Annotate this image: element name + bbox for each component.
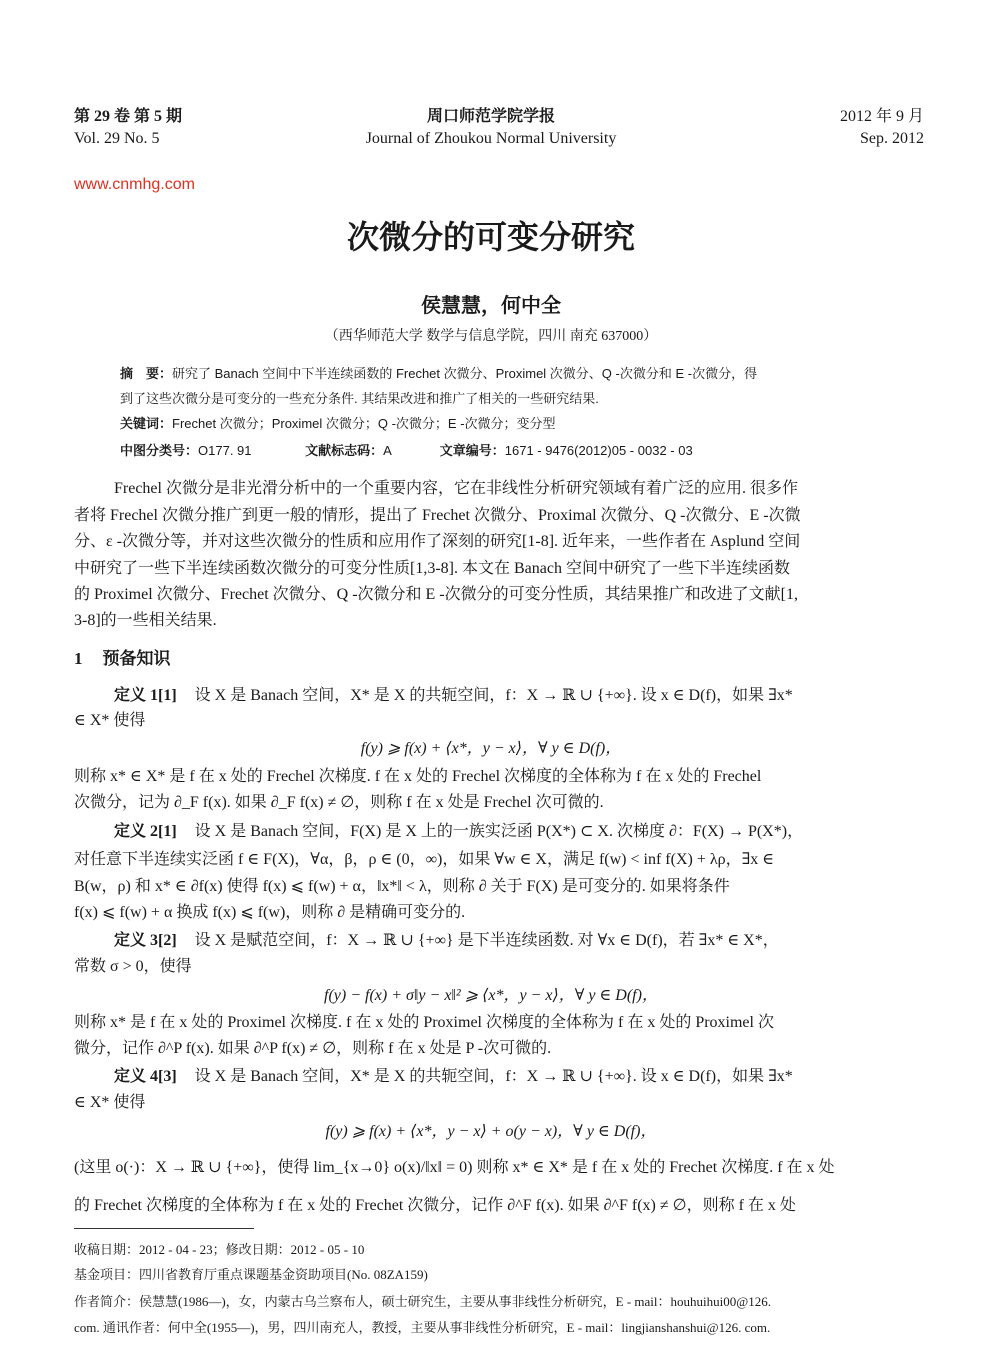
issue-en: Vol. 29 No. 5 <box>74 130 160 147</box>
intro-line: 者将 Frechel 次微分推广到更一般的情形，提出了 Frechet 次微分、Proximal 次微分、Q -次微分、E -次微 <box>74 507 801 524</box>
article-label: 文章编号： <box>439 443 505 458</box>
def3-label: 定义 3[2] <box>114 932 177 949</box>
def2-line: B(w，ρ) 和 x* ∈ ∂f(x) 使得 f(x) ⩽ f(w) + α，‖x*‖ < λ，则称 ∂ 关于 F(X) 是可变分的. 如果将条件 <box>74 878 730 895</box>
def1-line: 则称 x* ∈ X* 是 f 在 x 处的 Frechel 次梯度. f 在 x 处的 Frechel 次梯度的全体称为 f 在 x 处的 Frechel <box>74 768 762 785</box>
authors: 侯慧慧，何中全 <box>421 295 561 317</box>
def1-equation: f(y) ⩾ f(x) + ⟨x*，y − x⟩，∀ y ∈ D(f)， <box>360 740 622 757</box>
def2-text: 设 X 是 Banach 空间，F(X) 是 X 上的一族实泛函 P(X*) ⊂ X. 次梯度 ∂：F(X) → P(X*)， <box>194 823 804 840</box>
def3-text: 设 X 是赋范空间，f：X → ℝ ∪ {+∞} 是下半连续函数. 对 ∀x ∈ D(f)，若 ∃x* ∈ X*， <box>194 932 779 949</box>
issue-cn: 第 29 卷 第 5 期 <box>74 108 183 125</box>
intro-line: 分、ε -次微分等，并对这些次微分的性质和应用作了深刻的研究[1-8]. 近年来，一些作者在 Asplund 空间 <box>74 533 801 550</box>
clc-value: O177. 91 <box>198 443 252 458</box>
def1-line <box>114 685 924 707</box>
def2-line: f(x) ⩽ f(w) + α 换成 f(x) ⩽ f(w)，则称 ∂ 是精确可变分的. <box>74 904 466 921</box>
intro-line: 的 Proximel 次微分、Frechet 次微分、Q -次微分和 E -次微分的可变分性质，其结果推广和改进了文献[1, <box>74 586 798 603</box>
def3-equation: f(y) − f(x) + σ‖y − x‖² ⩾ ⟨x*，y − x⟩，∀ y ∈ D(f)， <box>324 987 658 1004</box>
def2-line <box>114 821 924 843</box>
def4-line: 的 Frechet 次梯度的全体称为 f 在 x 处的 Frechet 次微分，记作 ∂^F f(x). 如果 ∂^F f(x) ≠ ∅，则称 f 在 x 处 <box>74 1197 796 1214</box>
abstract-text: 研究了 Banach 空间中下半连续函数的 Frechet 次微分、Proximel 次微分、Q -次微分和 E -次微分，得 <box>172 366 758 381</box>
def2-line: 对任意下半连续实泛函 f ∈ F(X)，∀α，β，ρ ∈ (0，∞)，如果 ∀w ∈ X，满足 f(w) < inf f(X) + λρ，∃x ∈ <box>74 851 775 868</box>
footnote-received: 收稿日期：2012 - 04 - 23；修改日期：2012 - 05 - 10 <box>74 1242 365 1257</box>
footnote-fund: 基金项目：四川省教育厅重点课题基金资助项目(No. 08ZA159) <box>74 1267 428 1282</box>
clc-label: 中图分类号： <box>120 443 199 458</box>
def3-line: 常数 σ > 0，使得 <box>74 958 192 975</box>
def4-line: ∈ X* 使得 <box>74 1094 146 1111</box>
def1-line: ∈ X* 使得 <box>74 712 146 729</box>
def4-equation: f(y) ⩾ f(x) + ⟨x*，y − x⟩ + o(y − x)，∀ y ∈ D(f)， <box>325 1123 657 1140</box>
def3-line: 则称 x* 是 f 在 x 处的 Proximel 次梯度. f 在 x 处的 Proximel 次梯度的全体称为 f 在 x 处的 Proximel 次 <box>74 1014 774 1031</box>
footnote-divider <box>74 1228 254 1229</box>
section-heading <box>74 648 924 670</box>
journal-en: Journal of Zhoukou Normal University <box>365 130 617 147</box>
footnote-author: com. 通讯作者：何中全(1955—)，男，四川南充人，教授，主要从事非线性分析研究，E - mail：lingjianshanshui@126. com. <box>74 1320 771 1335</box>
abstract-label: 摘 要： <box>120 366 173 381</box>
doc-value: A <box>383 443 392 458</box>
def4-line <box>114 1066 924 1088</box>
section-title: 预备知识 <box>102 649 171 668</box>
keywords-text: Frechet 次微分；Proximel 次微分；Q -次微分；E -次微分；变分型 <box>172 416 556 431</box>
def3-line <box>114 930 924 952</box>
intro-line: 3-8]的一些相关结果. <box>74 612 217 629</box>
intro-line: 中研究了一些下半连续函数次微分的可变分性质[1,3-8]. 本文在 Banach 空间中研究了一些下半连续函数 <box>74 560 790 577</box>
def1-line: 次微分，记为 ∂_F f(x). 如果 ∂_F f(x) ≠ ∅，则称 f 在 x 处是 Frechel 次可微的. <box>74 794 604 811</box>
date-cn: 2012 年 9 月 <box>839 108 924 125</box>
keywords-label: 关键词： <box>120 416 173 431</box>
def2-label: 定义 2[1] <box>114 823 177 840</box>
watermark: www.cnmhg.com <box>74 176 195 193</box>
footnote-author: 作者简介：侯慧慧(1986—)，女，内蒙古乌兰察布人，硕士研究生，主要从事非线性分析研究，E - mail：houhuihui00@126. <box>74 1294 771 1309</box>
classification <box>120 440 875 462</box>
def1-label: 定义 1[1] <box>114 687 177 704</box>
keywords <box>120 413 875 435</box>
paper-title: 次微分的可变分研究 <box>346 219 635 255</box>
date-en: Sep. 2012 <box>860 130 924 147</box>
section-number: 1 <box>74 649 83 668</box>
def4-line: (这里 o(·)：X → ℝ ∪ {+∞}，使得 lim_{x→0} o(x)/‖x‖ = 0) 则称 x* ∈ X* 是 f 在 x 处的 Frechet 次梯度. f 在 x 处 <box>74 1159 835 1176</box>
affiliation: （西华师范大学 数学与信息学院，四川 南充 637000） <box>324 329 658 344</box>
def1-text: 设 X 是 Banach 空间，X* 是 X 的共轭空间，f：X → ℝ ∪ {+∞}. 设 x ∈ D(f)，如果 ∃x* <box>194 687 793 704</box>
def4-text: 设 X 是 Banach 空间，X* 是 X 的共轭空间，f：X → ℝ ∪ {+∞}. 设 x ∈ D(f)，如果 ∃x* <box>194 1068 793 1085</box>
def4-label: 定义 4[3] <box>114 1068 177 1085</box>
abstract-line-1 <box>120 363 875 385</box>
article-value: 1671 - 9476(2012)05 - 0032 - 03 <box>504 443 693 458</box>
def3-line: 微分，记作 ∂^P f(x). 如果 ∂^P f(x) ≠ ∅，则称 f 在 x 处是 P -次可微的. <box>74 1040 552 1057</box>
doc-label: 文献标志码： <box>305 443 384 458</box>
intro-line: Frechel 次微分是非光滑分析中的一个重要内容，它在非线性分析研究领域有着广泛的应用. 很多作 <box>114 480 798 497</box>
journal-cn: 周口师范学院学报 <box>426 108 555 125</box>
abstract-line-2: 到了这些次微分是可变分的一些充分条件. 其结果改进和推广了相关的一些研究结果. <box>120 391 599 406</box>
